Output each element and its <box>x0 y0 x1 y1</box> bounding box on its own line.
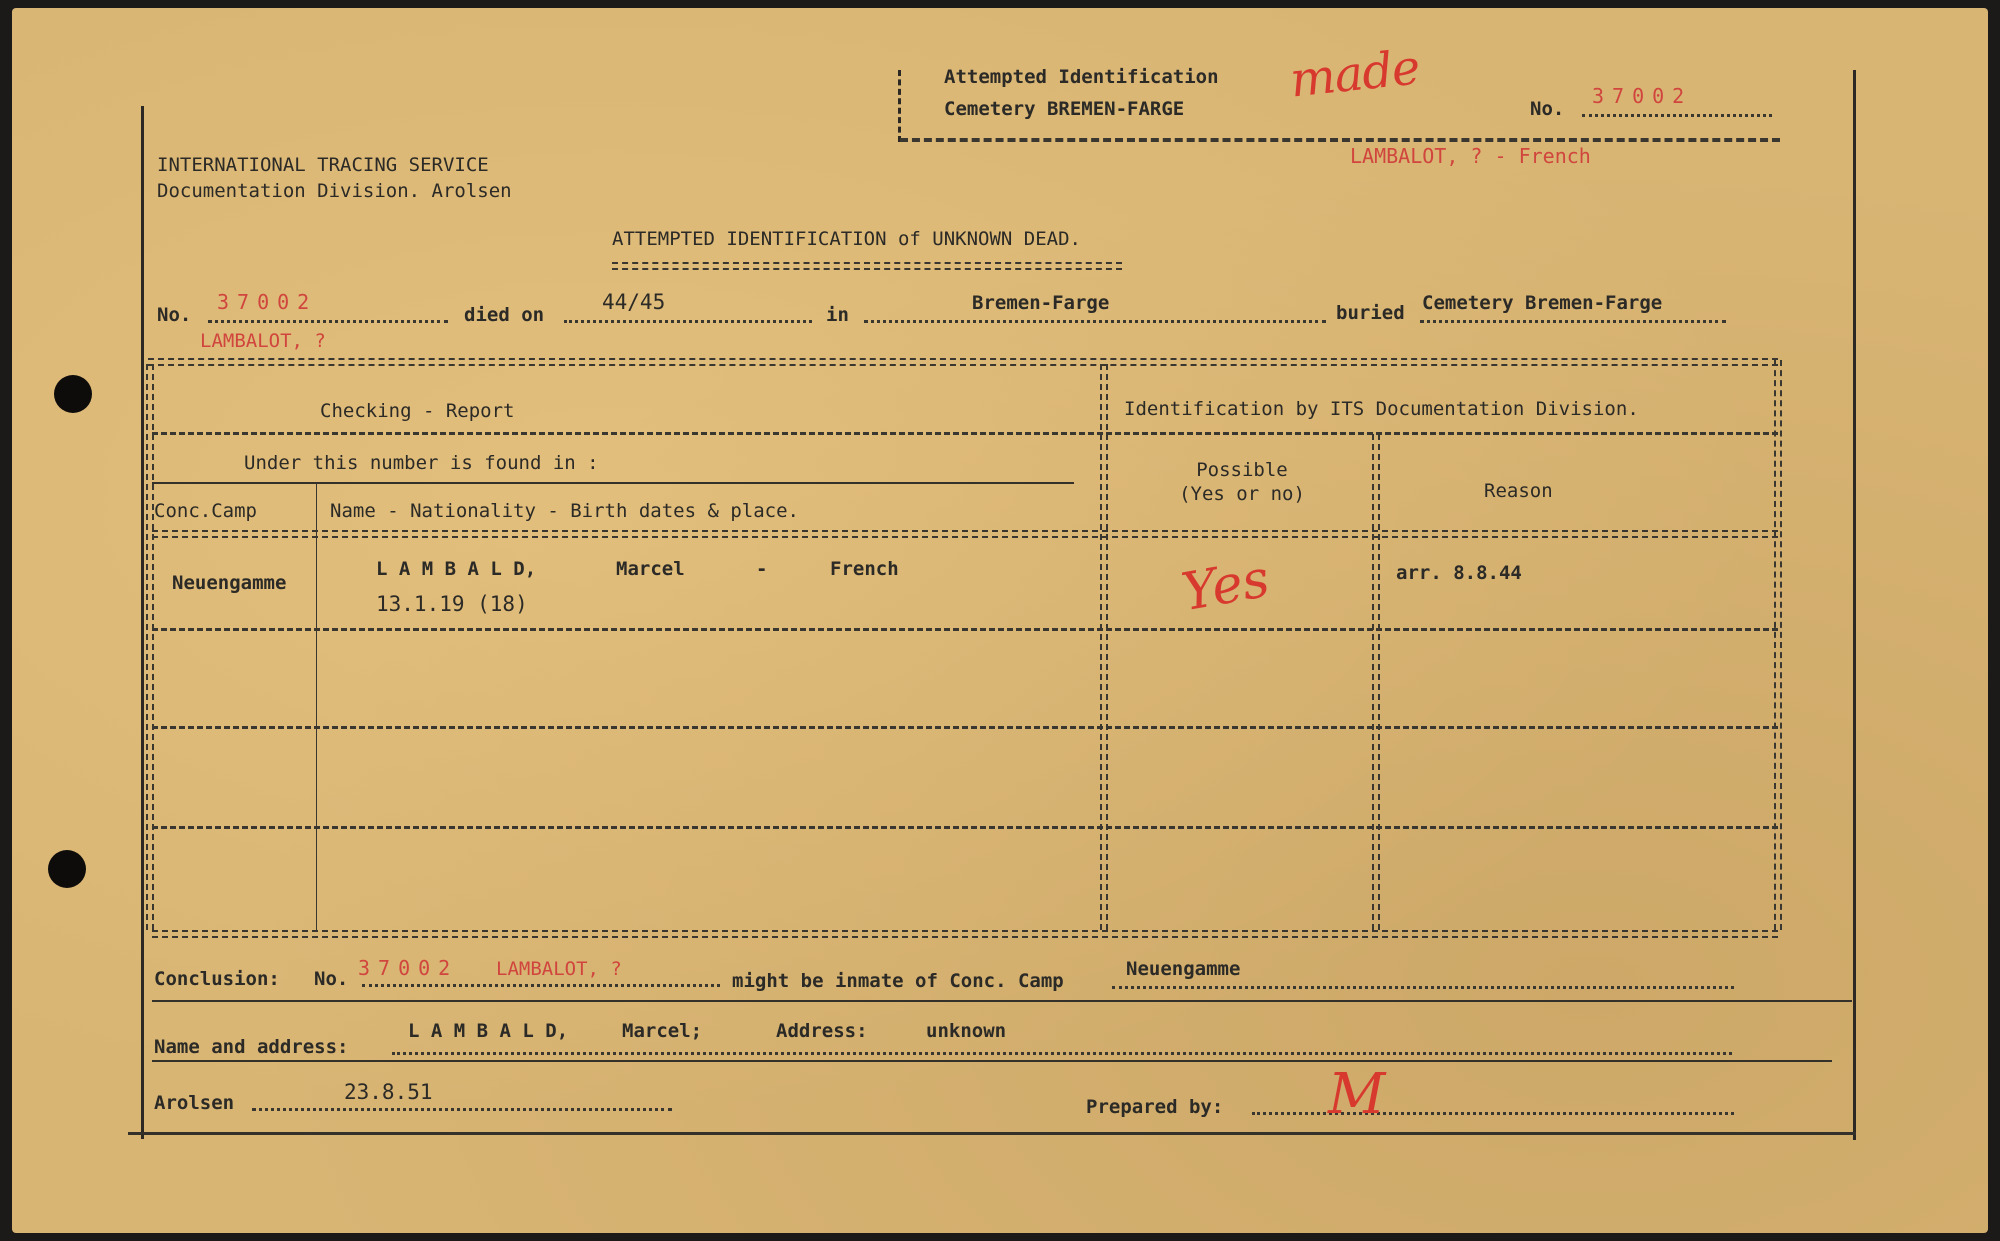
table-right-border <box>1774 360 1782 930</box>
page-title: ATTEMPTED IDENTIFICATION of UNKNOWN DEAD. <box>612 228 1081 250</box>
table-row-rule-1 <box>152 628 1778 631</box>
conclusion-camp-value: Neuengamme <box>1126 958 1241 980</box>
table-cell-reason: arr. 8.8.44 <box>1396 562 1522 584</box>
conclusion-camp-dots <box>1112 986 1734 989</box>
column-header-camp: Conc.Camp <box>154 500 257 522</box>
column-header-possible-line1: Possible <box>1196 459 1288 481</box>
record-no-value: 37002 <box>217 290 318 314</box>
footer-date: 23.8.51 <box>344 1080 433 1104</box>
conclusion-no-value: 37002 <box>358 956 459 980</box>
checking-report-header: Checking - Report <box>320 400 515 422</box>
table-cell-nationality: French <box>830 558 899 580</box>
conclusion-label: Conclusion: <box>154 968 280 990</box>
prepared-by-label: Prepared by: <box>1086 1096 1224 1118</box>
index-card <box>12 8 1988 1233</box>
prepared-by-initials: M <box>1328 1062 1386 1127</box>
org-line-2: Documentation Division. Arolsen <box>157 180 512 202</box>
table-bottom-border <box>152 930 1778 938</box>
in-dots <box>864 320 1326 323</box>
table-cell-possible: Yes <box>1177 548 1274 624</box>
cemetery-label: Cemetery BREMEN-FARGE <box>944 98 1185 120</box>
table-cell-dash: - <box>756 558 768 580</box>
attempted-identification-label: Attempted Identification <box>944 66 1219 88</box>
buried-dots <box>1420 320 1726 323</box>
column-header-name: Name - Nationality - Birth dates & place. <box>330 500 799 522</box>
org-line-1: INTERNATIONAL TRACING SERVICE <box>157 154 489 176</box>
in-value: Bremen-Farge <box>972 292 1110 314</box>
table-cell-firstname: Marcel <box>616 558 685 580</box>
frame-right-line <box>1853 70 1856 1140</box>
table-header-rule <box>152 432 1778 435</box>
name-address-surname: L A M B A L D, <box>408 1020 569 1042</box>
punch-hole <box>48 850 86 888</box>
name-address-dots <box>392 1052 1732 1055</box>
record-red-name: LAMBALOT, ? <box>200 330 326 352</box>
conclusion-no-label: No. <box>314 968 349 990</box>
title-underline <box>612 262 1122 270</box>
table-colhead-rule <box>152 530 1778 538</box>
conclusion-no-dots <box>362 984 720 987</box>
header-no-label: No. <box>1530 98 1565 120</box>
header-box-left <box>898 70 901 142</box>
table-center-divider <box>1100 364 1108 930</box>
buried-value: Cemetery Bremen-Farge <box>1422 292 1663 314</box>
table-cell-camp: Neuengamme <box>172 572 287 594</box>
conclusion-red-name: LAMBALOT, ? <box>496 958 622 980</box>
table-row-rule-2 <box>152 726 1778 729</box>
address-value: unknown <box>926 1020 1007 1042</box>
prepared-by-dots <box>1252 1112 1734 1115</box>
punch-hole <box>54 375 92 413</box>
column-header-possible <box>1122 458 1362 506</box>
header-no-dots <box>1582 114 1772 117</box>
frame-left-line <box>141 106 144 1139</box>
name-address-firstname: Marcel; <box>622 1020 703 1042</box>
frame-bottom-line <box>128 1132 1856 1135</box>
name-address-label: Name and address: <box>154 1036 349 1058</box>
table-reason-divider <box>1372 434 1380 930</box>
table-camp-divider <box>316 482 317 930</box>
table-cell-surname: L A M B A L D, <box>376 558 537 580</box>
died-value: 44/45 <box>602 290 666 314</box>
record-no-label: No. <box>157 304 192 326</box>
record-no-dots <box>208 320 448 323</box>
handwritten-mark: made <box>1287 39 1422 109</box>
header-no-value: 37002 <box>1592 84 1693 108</box>
header-red-name: LAMBALOT, ? - French <box>1350 144 1591 168</box>
address-label: Address: <box>776 1020 868 1042</box>
column-header-possible-line2: (Yes or no) <box>1179 483 1305 505</box>
table-row-rule-3 <box>152 826 1778 829</box>
died-label: died on <box>464 304 545 326</box>
died-dots <box>564 320 812 323</box>
table-found-rule <box>152 482 1074 484</box>
arolsen-dots <box>252 1108 672 1111</box>
name-address-rule <box>152 1060 1832 1062</box>
table-cell-birth: 13.1.19 (18) <box>376 592 528 616</box>
buried-label: buried <box>1336 302 1405 324</box>
conclusion-might-label: might be inmate of Conc. Camp <box>732 970 1064 992</box>
header-box-bottom <box>900 138 1780 142</box>
in-label: in <box>826 304 849 326</box>
arolsen-label: Arolsen <box>154 1092 235 1114</box>
table-left-border <box>146 364 154 930</box>
column-header-reason: Reason <box>1484 480 1553 502</box>
table-top-border <box>148 358 1778 366</box>
found-in-label: Under this number is found in : <box>244 452 599 474</box>
conclusion-rule <box>152 1000 1852 1002</box>
identification-header: Identification by ITS Documentation Division. <box>1124 398 1639 420</box>
